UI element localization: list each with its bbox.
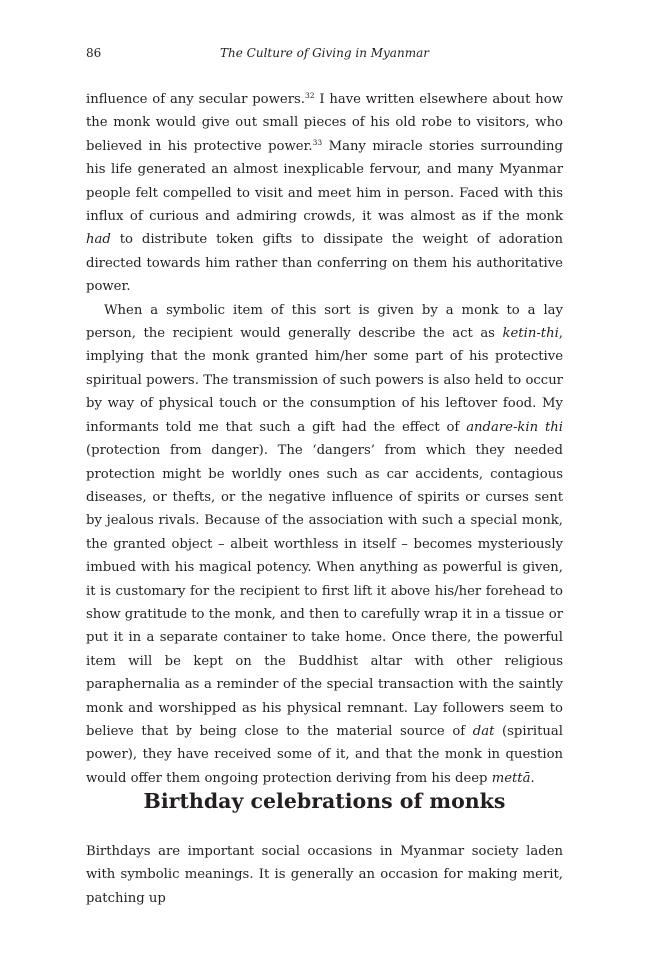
paragraph (86, 299, 563, 791)
italic-term: mettā (491, 770, 531, 786)
body-text (86, 88, 563, 790)
text-run: (spiritual power), they have received some of it, and that the monk in question would offer them ongoing protection deriving from his deep (86, 723, 563, 786)
italic-term: andare-kin thi (466, 419, 563, 435)
text-run: I have written elsewhere about how the monk would give out small pieces of his old robe to visitors, who believed in his protective power. (86, 92, 563, 154)
italic-term: dat (472, 723, 495, 739)
section-heading: Birthday celebrations of monks (143, 789, 506, 813)
page-number: 86 (86, 46, 102, 60)
text-run: (protection from danger). The ‘dangers’ from which they needed protection might be worldly ones such as car accidents, contagious diseases, or thefts, or the negative influence of spirits or curses sent by jealous rivals. Because of the association with such a special monk, the granted object – albeit worthless in itself – becomes mysteriously imbued with his magical potency. When anything as powerful is given, it is customary for the recipient to first lift it above his/her forehead to show gratitude to the monk, and then to carefully wrap it in a tissue or put it in a separate container to take home. Once there, the powerful item will be kept on the Buddhist altar with other religious paraphernalia as a reminder of the special transaction with the saintly monk and worshipped as his physical remnant. Lay followers seem to believe that by being close to the material source of (86, 443, 563, 739)
text-run: Many miracle stories surrounding his life generated an almost inexplicable fervour, and many Myanmar people felt compelled to visit and meet him in person. Faced with this influx of curious and admiring crowds, it was almost as if the monk (86, 138, 563, 225)
footnote-ref: 33 (312, 137, 323, 147)
footnote-ref: 32 (304, 91, 315, 100)
paragraph: Birthdays are important social occasions in Myanmar society laden with symbolic meanings. It is generally an occasion for making merit, patching up (86, 844, 563, 906)
italic-term: ketin-thi (502, 326, 559, 342)
italic-term: had (86, 232, 111, 248)
text-run: When a symbolic item of this sort is given by a monk to a lay person, the recipient would generally describe the act as (86, 302, 563, 342)
text-run: . (530, 770, 535, 786)
text-run: to distribute token gifts to dissipate the weight of adoration directed towards him rather than conferring on them his authoritative power. (86, 232, 563, 295)
running-title: The Culture of Giving in Myanmar (220, 46, 429, 60)
text-run: influence of any secular powers. (86, 92, 305, 107)
text-run: , implying that the monk granted him/her some part of his protective spiritual powers. The transmission of such powers is also held to occur by way of physical touch or the consumption of his leftover food. My informants told me that such a gift had the effect of (86, 326, 563, 435)
section-body (86, 840, 563, 910)
paragraph (86, 88, 563, 299)
